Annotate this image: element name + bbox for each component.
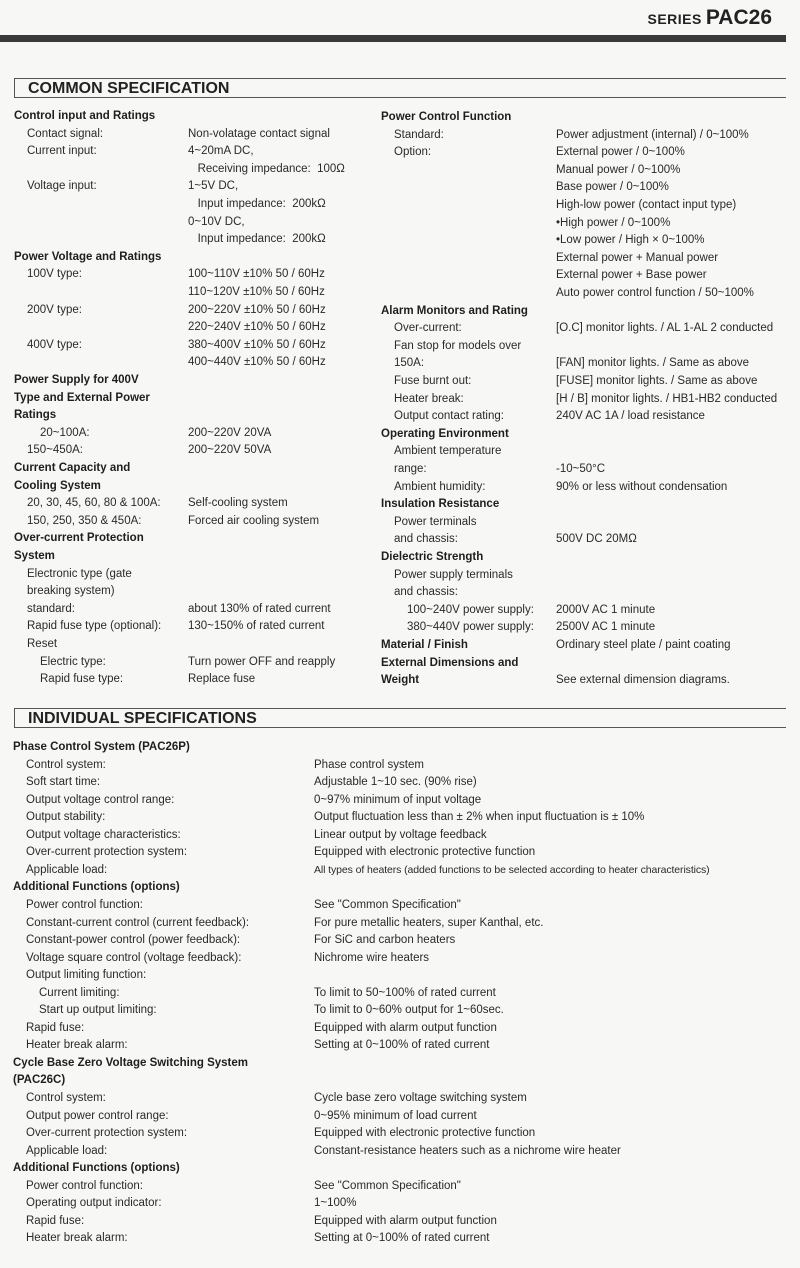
spec-heading: Current Capacity and — [14, 462, 131, 474]
spec-label: 200V type: — [27, 303, 82, 316]
series-label: SERIES — [647, 11, 702, 27]
spec-label: 150A: — [394, 357, 425, 370]
spec-value: Input impedance: 200kΩ — [188, 198, 326, 210]
spec-label: Over-current: — [394, 322, 462, 335]
common-spec-title: COMMON SPECIFICATION — [14, 78, 786, 98]
spec-label: 380~440V power supply: — [407, 621, 534, 634]
spec-heading: Ratings — [14, 409, 57, 422]
spec-label: Output stability: — [26, 811, 106, 824]
spec-label: Heater break alarm: — [26, 1232, 128, 1245]
spec-value: Equipped with electronic protective function — [314, 846, 536, 859]
spec-value: Setting at 0~100% of rated current — [314, 1039, 490, 1052]
spec-label: and chassis: — [394, 533, 458, 546]
spec-label: Output power control range: — [26, 1109, 169, 1122]
individual-spec-title: INDIVIDUAL SPECIFICATIONS — [14, 708, 786, 728]
spec-value: Auto power control function / 50~100% — [556, 287, 754, 299]
spec-label: Fuse burnt out: — [394, 375, 472, 387]
spec-value: -10~50°C — [556, 463, 606, 475]
spec-value: External power + Base power — [556, 269, 707, 282]
spec-label: Power control function: — [26, 1179, 143, 1192]
spec-label: Constant-current control (current feedback): — [26, 916, 250, 929]
spec-heading: External Dimensions and — [381, 656, 519, 669]
spec-value: See "Common Specification" — [314, 898, 461, 911]
spec-value: 1~5V DC, — [188, 180, 239, 193]
spec-label: Control system: — [26, 758, 106, 771]
spec-value: about 130% of rated current — [188, 602, 331, 615]
spec-heading: Power Supply for 400V — [14, 374, 139, 386]
spec-value: To limit to 0~60% output for 1~60sec. — [314, 1004, 504, 1017]
spec-label: 100V type: — [27, 268, 82, 281]
spec-label: Applicable load: — [26, 1144, 108, 1157]
spec-value: 200~220V ±10% 50 / 60Hz — [188, 303, 326, 316]
spec-value: [H / B] monitor lights. / HB1-HB2 conducted — [556, 392, 778, 405]
spec-label: Voltage input: — [27, 180, 97, 193]
spec-label: Rapid fuse type (optional): — [27, 620, 162, 633]
spec-value: 500V DC 20MΩ — [556, 533, 637, 546]
spec-heading: System — [14, 550, 55, 562]
spec-value: 400~440V ±10% 50 / 60Hz — [188, 356, 326, 369]
spec-label: 100~240V power supply: — [407, 603, 534, 616]
spec-label: Power control function: — [26, 898, 143, 911]
spec-label: Current input: — [27, 145, 97, 158]
spec-value: [O.C] monitor lights. / AL 1-AL 2 conducted — [556, 322, 774, 335]
spec-value: [FUSE] monitor lights. / Same as above — [556, 375, 758, 387]
spec-value: 110~120V ±10% 50 / 60Hz — [188, 286, 325, 298]
spec-heading: Additional Functions (options) — [13, 1162, 180, 1175]
spec-value: 0~97% minimum of input voltage — [314, 793, 482, 806]
spec-label: range: — [394, 463, 427, 475]
spec-value: Nichrome wire heaters — [314, 951, 430, 964]
spec-value: Power adjustment (internal) / 0~100% — [556, 128, 749, 141]
spec-value: For pure metallic heaters, super Kanthal, etc. — [314, 916, 544, 929]
spec-value: 100~110V ±10% 50 / 60Hz — [188, 268, 325, 281]
spec-value: Cycle base zero voltage switching system — [314, 1092, 527, 1104]
spec-label: Rapid fuse: — [26, 1021, 85, 1034]
spec-label: Power terminals — [394, 515, 477, 528]
spec-value: Equipped with alarm output function — [314, 1214, 497, 1227]
spec-value: 200~220V 20VA — [188, 426, 272, 439]
spec-label: Output limiting function: — [26, 969, 147, 982]
spec-value: For SiC and carbon heaters — [314, 934, 456, 947]
spec-value: Constant-resistance heaters such as a nichrome wire heater — [314, 1144, 621, 1157]
spec-label: Operating output indicator: — [26, 1197, 162, 1210]
spec-heading: Power Voltage and Ratings — [14, 250, 162, 263]
spec-value: Non-volatage contact signal — [188, 127, 330, 140]
spec-value: 220~240V ±10% 50 / 60Hz — [188, 321, 326, 334]
spec-value: To limit to 50~100% of rated current — [314, 986, 496, 999]
spec-heading: Material / Finish — [381, 639, 468, 651]
spec-value: Adjustable 1~10 sec. (90% rise) — [314, 776, 477, 789]
spec-value: •Low power / High × 0~100% — [556, 234, 705, 247]
spec-value: 240V AC 1A / load resistance — [556, 410, 705, 423]
spec-label: Start up output limiting: — [39, 1004, 157, 1017]
spec-label: Heater break alarm: — [26, 1039, 128, 1052]
spec-label: Reset — [27, 638, 58, 650]
spec-label: Constant-power control (power feedback): — [26, 934, 241, 947]
spec-value: •High power / 0~100% — [556, 216, 671, 229]
spec-label: Control system: — [26, 1092, 106, 1104]
spec-value: 90% or less without condensation — [556, 480, 728, 493]
spec-value: 2000V AC 1 minute — [556, 603, 656, 616]
header-bar — [0, 35, 786, 42]
spec-heading: Operating Environment — [381, 427, 509, 440]
spec-label: 20, 30, 45, 60, 80 & 100A: — [27, 497, 161, 510]
spec-label: Soft start time: — [26, 776, 101, 789]
spec-label: Over-current protection system: — [26, 1127, 188, 1140]
spec-label: Electric type: — [40, 655, 106, 668]
spec-label: Power supply terminals — [394, 568, 513, 581]
spec-heading: Phase Control System (PAC26P) — [13, 741, 190, 753]
spec-value: All types of heaters (added functions to be selected according to heater characteristics) — [314, 863, 710, 876]
spec-value: 380~400V ±10% 50 / 60Hz — [188, 338, 326, 351]
spec-value: Input impedance: 200kΩ — [188, 233, 326, 246]
spec-label: Voltage square control (voltage feedback): — [26, 951, 242, 964]
spec-label: Rapid fuse: — [26, 1214, 85, 1227]
spec-value: Ordinary steel plate / paint coating — [556, 639, 731, 651]
spec-value: 130~150% of rated current — [188, 620, 325, 633]
spec-heading: Type and External Power — [14, 391, 150, 404]
spec-value: [FAN] monitor lights. / Same as above — [556, 357, 750, 370]
spec-value: Base power / 0~100% — [556, 181, 669, 194]
spec-value: See external dimension diagrams. — [556, 674, 730, 687]
spec-value: Output fluctuation less than ± 2% when input fluctuation is ± 10% — [314, 811, 645, 824]
spec-label: Contact signal: — [27, 127, 104, 140]
spec-label: Rapid fuse type: — [40, 673, 124, 686]
spec-value: Phase control system — [314, 758, 424, 771]
spec-label: standard: — [27, 602, 75, 615]
model-name: PAC26 — [705, 6, 772, 29]
spec-value: External power / 0~100% — [556, 146, 685, 159]
spec-value: 4~20mA DC, — [188, 145, 254, 158]
spec-value: 0~95% minimum of load current — [314, 1109, 477, 1122]
spec-heading: (PAC26C) — [13, 1074, 66, 1087]
spec-value: Forced air cooling system — [188, 514, 320, 527]
spec-label: Output voltage control range: — [26, 793, 175, 806]
spec-value: Equipped with electronic protective function — [314, 1127, 536, 1140]
series-header — [648, 6, 773, 30]
spec-heading: Insulation Resistance — [381, 498, 500, 511]
spec-value: 1~100% — [314, 1197, 357, 1210]
spec-heading: Power Control Function — [381, 111, 512, 123]
spec-heading: Cooling System — [14, 479, 101, 492]
spec-label: Output contact rating: — [394, 410, 504, 423]
spec-value: 2500V AC 1 minute — [556, 621, 656, 634]
spec-label: 20~100A: — [40, 426, 90, 439]
spec-heading: Cycle Base Zero Voltage Switching System — [13, 1056, 248, 1069]
spec-value: High-low power (contact input type) — [556, 199, 737, 211]
spec-label: Fan stop for models over — [394, 339, 522, 352]
spec-heading: Control input and Ratings — [14, 110, 156, 122]
spec-value: Setting at 0~100% of rated current — [314, 1232, 490, 1245]
spec-label: Output voltage characteristics: — [26, 828, 181, 841]
spec-value: External power + Manual power — [556, 251, 719, 264]
spec-label: Over-current protection system: — [26, 846, 188, 859]
spec-label: Option: — [394, 146, 432, 159]
spec-value: Replace fuse — [188, 673, 256, 686]
spec-label: Standard: — [394, 128, 444, 141]
spec-label: Applicable load: — [26, 863, 108, 876]
spec-label: Current limiting: — [39, 986, 120, 999]
spec-heading: Over-current Protection — [14, 532, 144, 545]
spec-heading: Weight — [381, 674, 420, 687]
spec-label: Electronic type (gate — [27, 567, 132, 580]
spec-label: Ambient temperature — [394, 445, 502, 458]
spec-value: See "Common Specification" — [314, 1179, 461, 1192]
spec-value: Turn power OFF and reapply — [188, 655, 336, 668]
spec-value: Equipped with alarm output function — [314, 1021, 497, 1034]
spec-value: 0~10V DC, — [188, 215, 245, 228]
spec-label: 400V type: — [27, 338, 82, 351]
spec-label: breaking system) — [27, 585, 115, 598]
spec-label: Heater break: — [394, 392, 464, 405]
spec-label: and chassis: — [394, 586, 458, 599]
spec-value: Manual power / 0~100% — [556, 163, 681, 176]
spec-value: Linear output by voltage feedback — [314, 828, 487, 841]
spec-heading: Alarm Monitors and Rating — [381, 304, 528, 317]
spec-value: Self-cooling system — [188, 497, 288, 510]
spec-heading: Dielectric Strength — [381, 551, 484, 563]
spec-label: 150~450A: — [27, 444, 83, 457]
spec-label: Ambient humidity: — [394, 480, 486, 493]
spec-value: 200~220V 50VA — [188, 444, 272, 457]
spec-heading: Additional Functions (options) — [13, 881, 180, 894]
spec-label: 150, 250, 350 & 450A: — [27, 514, 142, 527]
spec-value: Receiving impedance: 100Ω — [188, 162, 345, 175]
